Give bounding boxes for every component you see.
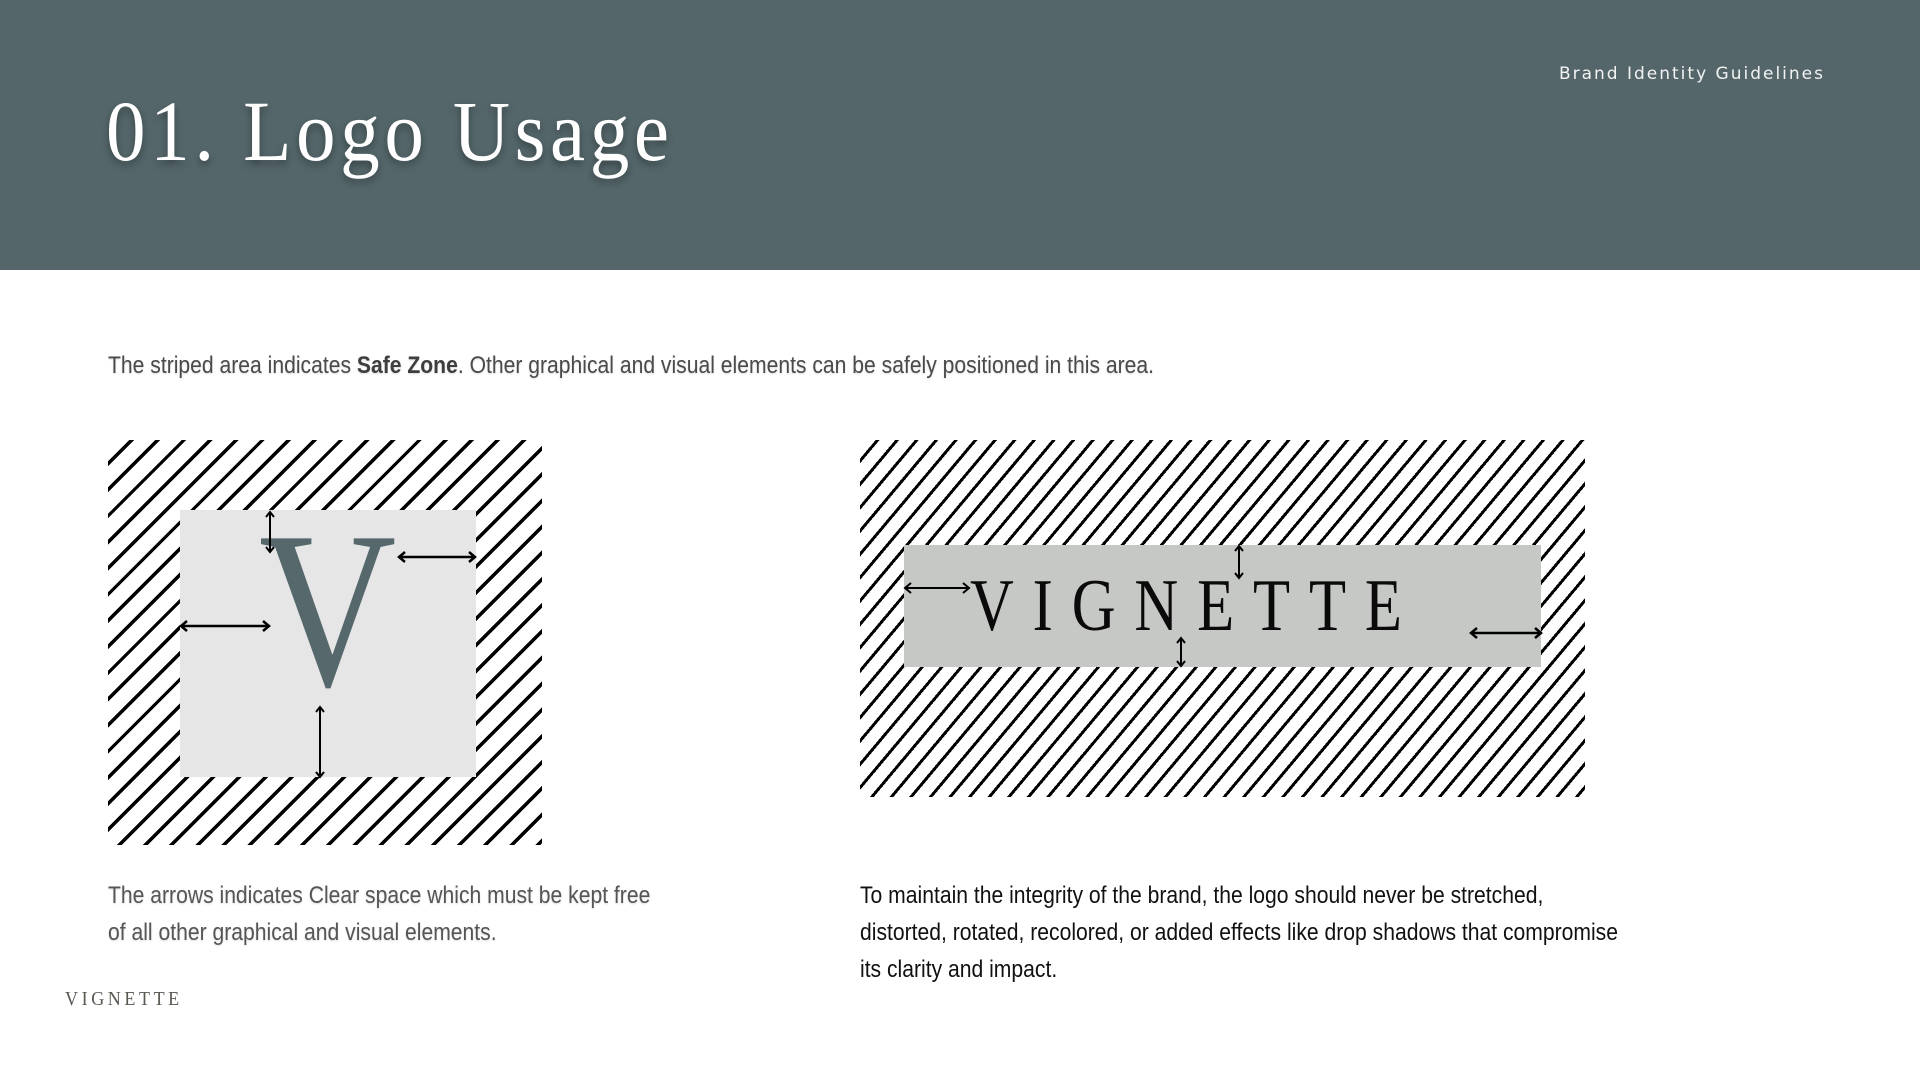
arrow-vertical-icon — [1175, 637, 1187, 667]
intro-suffix: . Other graphical and visual elements can be safely positioned in this area. — [457, 352, 1155, 379]
caption-line: its clarity and impact. — [860, 956, 1058, 983]
arrow-horizontal-icon — [1470, 627, 1542, 639]
caption-line: of all other graphical and visual elements. — [108, 919, 497, 946]
intro-prefix: The striped area indicates — [108, 352, 357, 379]
arrow-vertical-icon — [314, 706, 326, 778]
intro-text — [108, 352, 1154, 380]
arrow-vertical-icon — [1233, 545, 1245, 579]
arrow-horizontal-icon — [180, 620, 270, 632]
logo-mark: V — [258, 486, 397, 734]
integrity-caption — [860, 877, 1721, 988]
caption-line: distorted, rotated, recolored, or added effects like drop shadows that compromise — [860, 919, 1618, 946]
arrow-horizontal-icon — [398, 551, 476, 563]
caption-line: The arrows indicates Clear space which must be kept free — [108, 882, 651, 909]
header-banner — [0, 0, 1920, 270]
footer-brand-logo: VIGNETTE — [65, 988, 183, 1010]
logo-wordmark: VIGNETTE — [970, 565, 1421, 647]
page-title: 01. Logo Usage — [106, 83, 674, 179]
arrow-horizontal-icon — [904, 582, 970, 594]
document-eyebrow: Brand Identity Guidelines — [1558, 64, 1825, 84]
intro-emphasis: Safe Zone — [356, 352, 458, 379]
clear-space-caption — [108, 877, 724, 951]
caption-line: To maintain the integrity of the brand, the logo should never be stretched, — [860, 882, 1544, 909]
arrow-vertical-icon — [264, 511, 276, 553]
